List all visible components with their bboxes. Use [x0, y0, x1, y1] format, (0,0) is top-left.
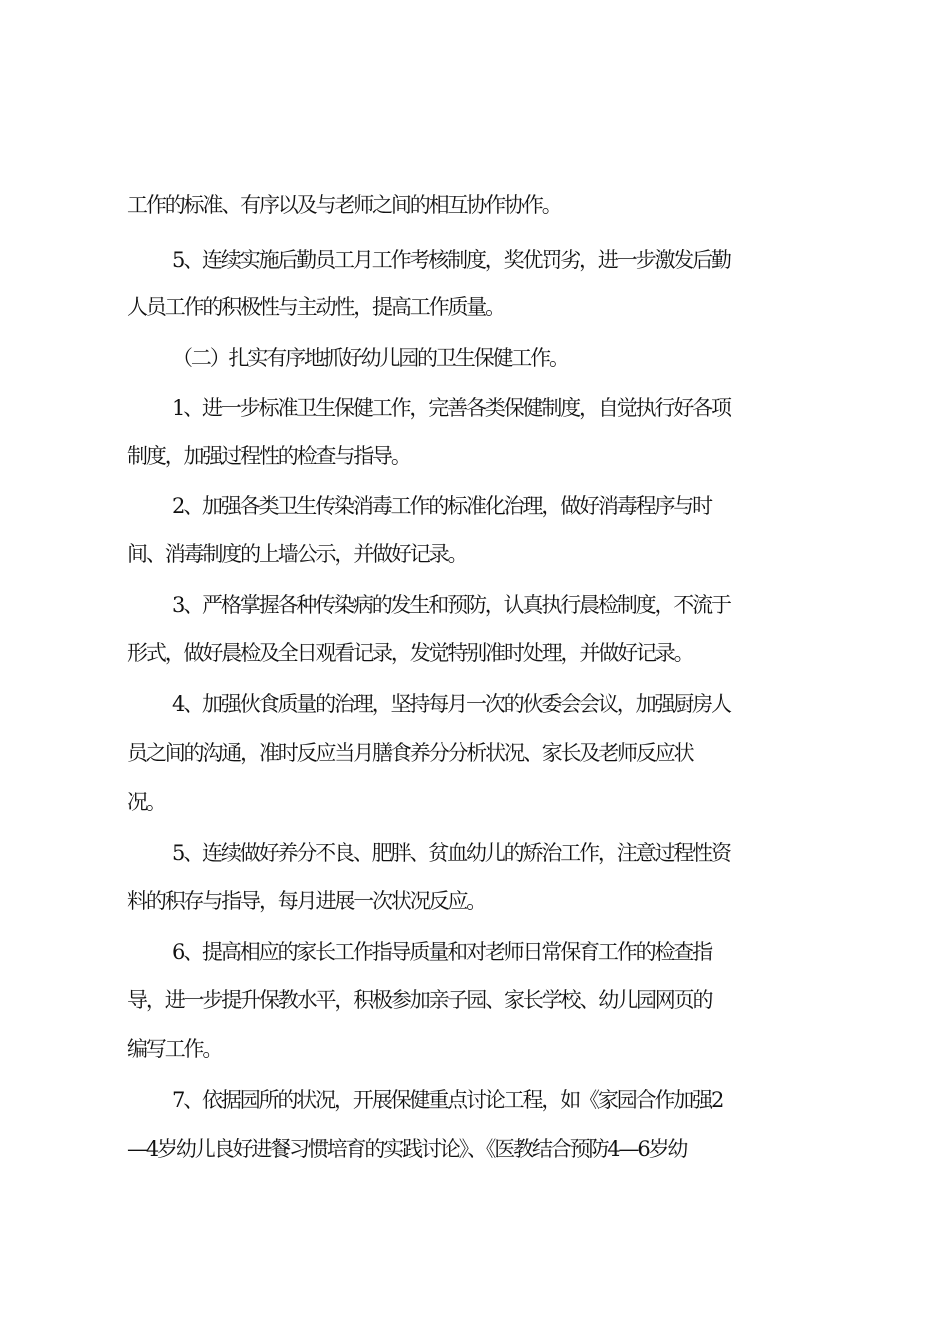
text-line: 1、进一步标准卫生保健工作，完善各类保健制度，自觉执行好各项	[172, 396, 730, 420]
section-heading: （二）扎实有序地抓好幼儿园的卫生保健工作。	[172, 346, 568, 370]
text-line: 人员工作的积极性与主动性，提高工作质量。	[127, 295, 504, 319]
text-line: 2、加强各类卫生传染消毒工作的标准化治理，做好消毒程序与时	[172, 494, 712, 518]
text-line: 导，进一步提升保教水平，积极参加亲子园、家长学校、幼儿园网页的	[127, 988, 712, 1012]
text-line: 工作的标准、有序以及与老师之间的相互协作协作。	[127, 193, 561, 217]
text-line: 编写工作。	[127, 1037, 222, 1061]
text-line: 间、消毒制度的上墙公示，并做好记录。	[127, 542, 467, 566]
text-line: 员之间的沟通，准时反应当月膳食养分分析状况、家长及老师反应状	[127, 741, 693, 765]
text-line: 3、严格掌握各种传染病的发生和预防，认真执行晨检制度，不流于	[172, 593, 730, 617]
text-line: 6、提高相应的家长工作指导质量和对老师日常保育工作的检查指	[172, 940, 712, 964]
text-line: 况。	[127, 790, 165, 814]
text-line: 7、依据园所的状况，开展保健重点讨论工程，如《家园合作加强2	[172, 1088, 723, 1112]
text-line: 5、连续实施后勤员工月工作考核制度，奖优罚劣，进一步激发后勤	[172, 248, 730, 272]
text-line: 制度，加强过程性的检查与指导。	[127, 444, 410, 468]
text-line: 5、连续做好养分不良、肥胖、贫血幼儿的矫治工作，注意过程性资	[172, 841, 730, 865]
text-line: 形式，做好晨检及全日观看记录，发觉特别准时处理，并做好记录。	[127, 641, 693, 665]
text-line: —4岁幼儿良好进餐习惯培育的实践讨论》、《医教结合预防4—6岁幼	[127, 1137, 687, 1161]
text-line: 4、加强伙食质量的治理，坚持每月一次的伙委会会议，加强厨房人	[172, 692, 730, 716]
text-line: 料的积存与指导，每月进展一次状况反应。	[127, 889, 486, 913]
